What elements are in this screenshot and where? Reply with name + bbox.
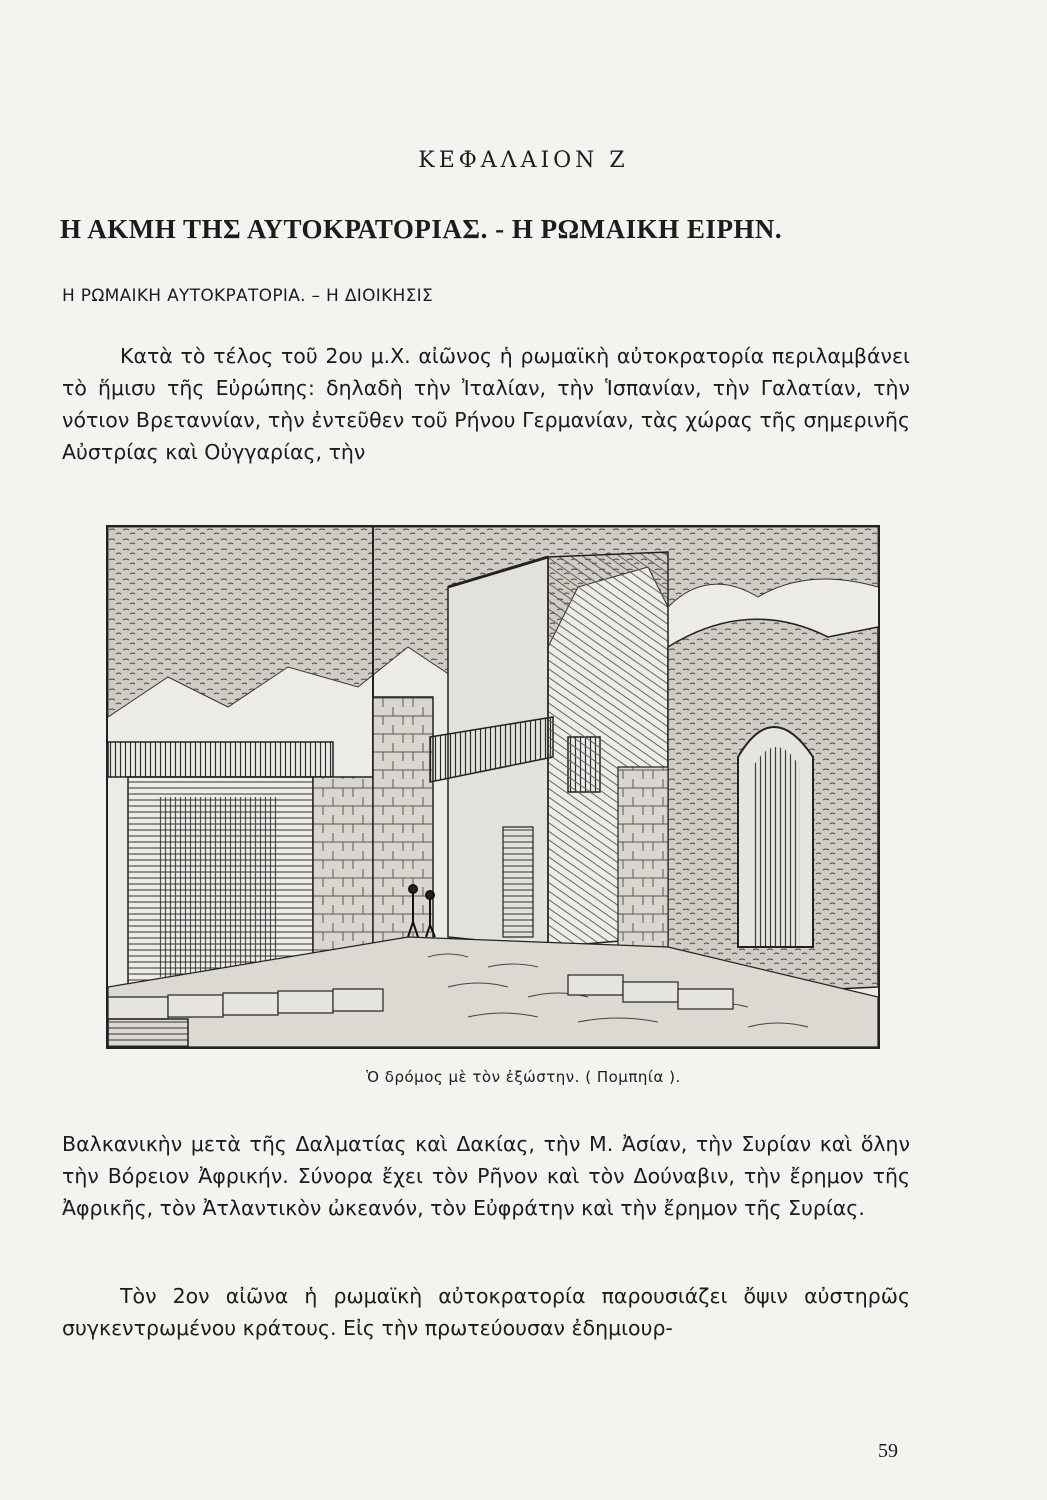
- page-number: 59: [878, 1440, 898, 1462]
- pompeii-street-illustration: [106, 525, 880, 1049]
- paragraph-2: Βαλκανικὴν μετὰ τῆς Δαλματίας καὶ Δακίας, τὴν Μ. Ἀσίαν, τὴν Συρίαν καὶ ὅλην τὴν Βόρειον Ἀφρικήν. Σύνορα ἔχει τὸν Ρῆνον καὶ τὸν Δούναβιν, τὴν ἔρημον τῆς Ἀφρικῆς, τὸν Ἀτλαντικὸν ὠκεανόν, τὸν Εὐφράτην καὶ τὴν ἔρημον τῆς Συρίας.: [62, 1132, 910, 1220]
- section-title: Η ΡΩΜΑΙΚΗ ΑΥΤΟΚΡΑΤΟΡΙΑ. – Η ΔΙΟΙΚΗΣΙΣ: [62, 286, 434, 306]
- figure-caption: Ὁ δρόμος μὲ τὸν ἐξώστην. ( Πομπηία ).: [366, 1068, 681, 1086]
- chapter-title: Η ΑΚΜΗ ΤΗΣ ΑΥΤΟΚΡΑΤΟΡΙΑΣ. - Η ΡΩΜΑΙΚΗ ΕΙΡΗΝ.: [60, 214, 783, 244]
- paragraph-1: Κατὰ τὸ τέλος τοῦ 2ου μ.Χ. αἰῶνος ἡ ρωμαϊκὴ αὐτοκρατορία περιλαμβάνει τὸ ἥμισυ τῆς Εὐρώπης: δηλαδὴ τὴν Ἰταλίαν, τὴν Ἱσπανίαν, τὴν Γαλατίαν, τὴν νότιον Βρεταννίαν, τὴν ἐντεῦθεν τοῦ Ρήνου Γερμανίαν, τὰς χώρας τῆς σημερινῆς Αὐστρίας καὶ Οὐγγαρίας, τὴν: [62, 344, 910, 464]
- paragraph-3: Τὸν 2ον αἰῶνα ἡ ρωμαϊκὴ αὐτοκρατορία παρουσιάζει ὄψιν αὐστηρῶς συγκεντρωμένου κράτους. Εἰς τὴν πρωτεύουσαν ἐδημιουρ-: [62, 1284, 910, 1340]
- chapter-label: ΚΕΦΑΛΑΙΟΝ Ζ: [418, 148, 629, 173]
